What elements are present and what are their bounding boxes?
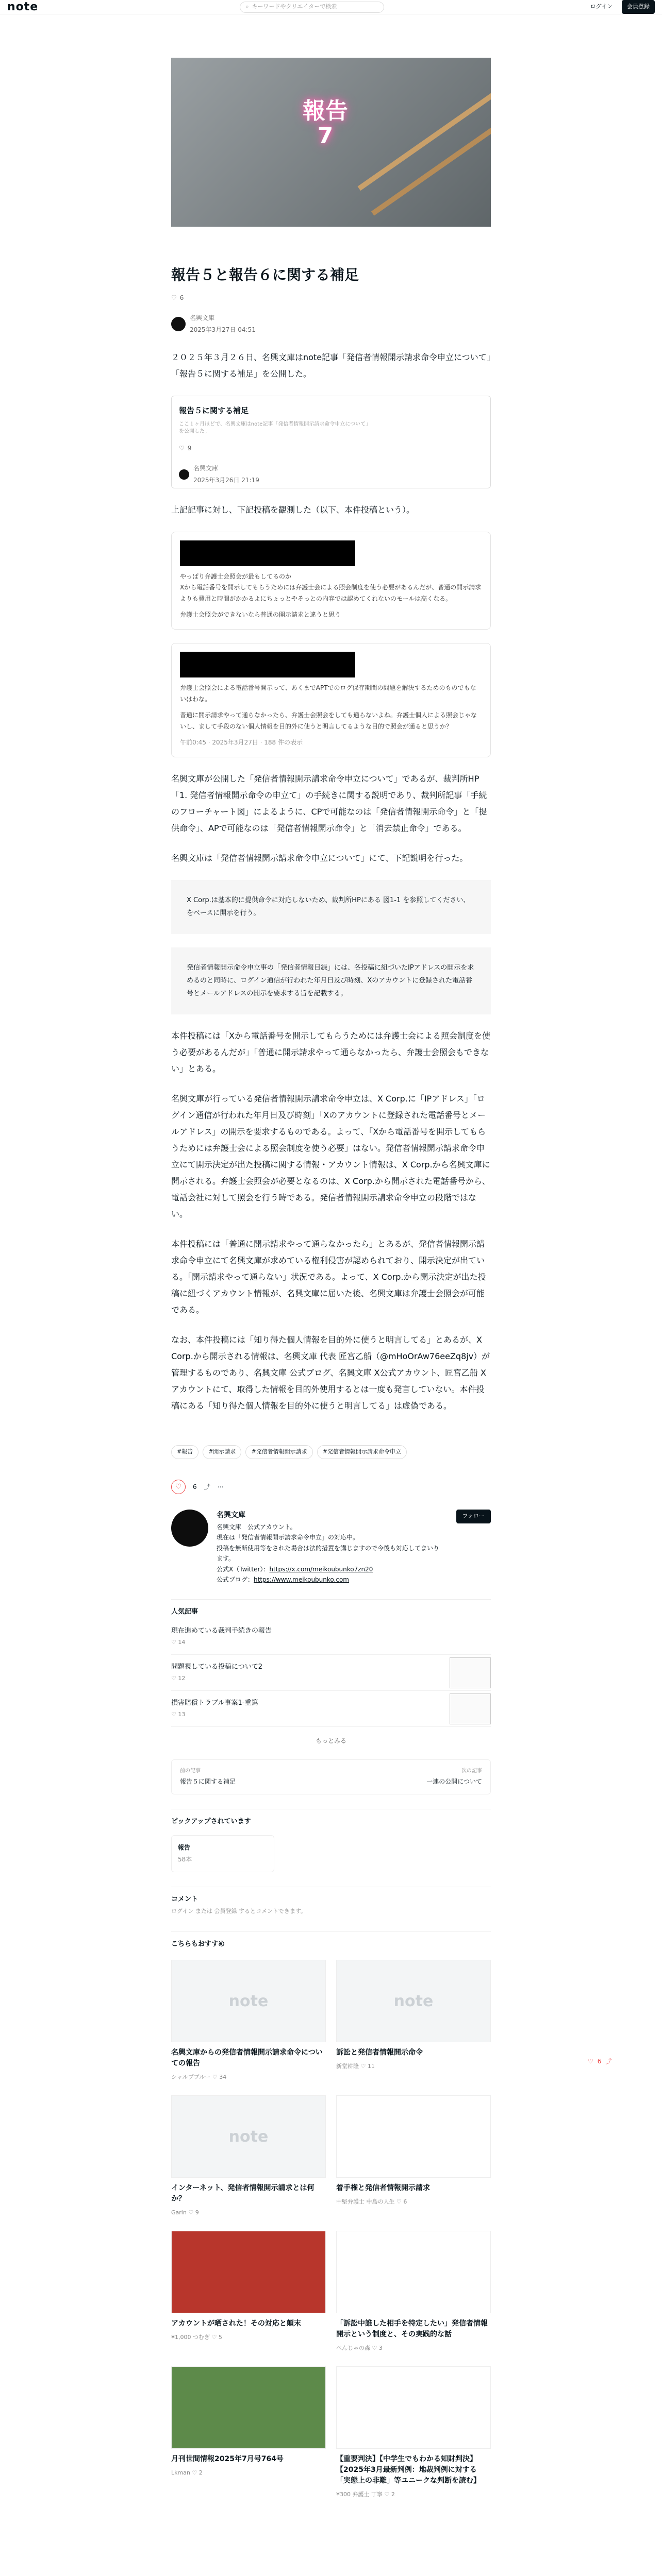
article-column: [171, 58, 491, 2500]
search-input[interactable]: ⌕ キーワードやクリエイターで検索: [240, 2, 384, 13]
article-title: 報告５と報告６に関する補足: [171, 266, 359, 283]
para-5: 名興文庫が行っている発信者情報開示請求命令申立は、X Corp.に「IPアドレス」「ログイン通信が行われた年月日及び時刻」「Xのアカウントに登録された電話番号とメールアドレス」の開示を要求するものである。よって、「Xから電話番号を開示してもらうためには弁護士会による照会制度を使う必要」はない。発信者情報開示請求命令申立にて開示決定が出た投稿に関する情報・アカウント情報は、X Corp.から名興文庫に開示される。弁護士会照会が必要となるのは、X Corp.から開示された電話番号から、電話会社に対して照会を行う時である。発信者情報開示請求命令申立の段階ではない。: [171, 1094, 490, 1219]
heart-icon: ♡: [588, 2058, 593, 2065]
profile-name[interactable]: 名興文庫: [217, 1511, 245, 1520]
list-item[interactable]: 損害賠償トラブル事案1-重篤 ♡ 13: [171, 1691, 491, 1727]
para-3: 名興文庫は「発信者情報開示請求命令申立について」にて、下記説明を行った。: [171, 853, 468, 863]
x-post-stamp: 午前0:45 · 2025年3月27日 · 188 件の表示: [180, 739, 303, 747]
prev-article[interactable]: 前の記事 報告５に関する補足: [180, 1768, 236, 1785]
para-7: なお、本件投稿には「知り得た個人情報を目的外に使うと明言してる」とあるが、X Corp.から開示される情報は、名興文庫 代表 匠宮乙船（@mHoOrAw76eeZq8jv）が管理するものであり、名興文庫 公式ブログ、名興文庫 X公式アカウント、匠宮乙船 Xアカウントにて、取得した情報を目的外使用するとは一度も発言していない。本件投稿にある「知り得た個人情報を目的外に使うと明言してる」は虚偽である。: [171, 1335, 490, 1411]
blog-link[interactable]: https://www.meikoubunko.com: [254, 1576, 349, 1583]
top-header: [0, 0, 662, 14]
more-icon[interactable]: ⋯: [217, 1483, 224, 1490]
avatar[interactable]: [171, 1510, 208, 1547]
like-count[interactable]: ♡ 6: [171, 292, 491, 304]
recommend-card[interactable]: 月刊世間情報2025年7月号764号 Lkman ♡ 2: [171, 2366, 326, 2500]
recommend-card[interactable]: note 名興文庫からの発信者情報開示請求命令についての報告 シャルプブルー ♡ 34: [171, 1960, 326, 2083]
recommend-grid: [171, 1960, 491, 2500]
quote-block-1: X Corp.は基本的に提供命令に対応しないため、裁判所HPにある 図1-1 を参照してください、をベースに開示を行う。: [171, 880, 491, 934]
author-profile: 名興文庫 名興文庫 公式アカウント。 現在は「発信者情報開示請求命令申立」の対応中。 投稿を無断使用等をされた場合は法的措置を講じますので今後も対応してまいります。 公式X（Twitter）：https://x.com/meikoubunko7zn20 公式ブログ：https://www.meikoubunko.com フォロー: [171, 1510, 491, 1585]
search-icon: ⌕: [245, 3, 249, 10]
heart-icon: ♡: [179, 445, 185, 452]
header-actions: [586, 0, 655, 14]
embed-excerpt: ここ１ヶ月ほどで、名興文庫はnote記事「発信者情報開示請求命令申立について」を公開した。: [179, 421, 371, 435]
list-item[interactable]: 問題視している投稿について2 ♡ 12: [171, 1655, 491, 1691]
recommend-card[interactable]: アカウントが晒された！その対応と顛末 ¥1,000 つむぎ ♡ 5: [171, 2231, 326, 2354]
embed-title: 報告５に関する補足: [179, 405, 249, 415]
quote-block-2: 発信者情報開示命令申立事の「発信者情報目録」には、各投稿に紐づいたIPアドレスの開示を求めるのと同時に、ログイン通信が行われた年月日及び時刻、Xのアカウントに登録された電話番号とメールアドレスの開示を要求する旨を記載する。: [171, 947, 491, 1014]
avatar[interactable]: [171, 317, 186, 331]
pickup-heading: ピックアップされています: [171, 1809, 491, 1828]
article-actions: [171, 1480, 491, 1494]
x-post-1[interactable]: やっぱり弁護士会照会が最もしてるのか Xから電話番号を開示してもらうためには弁護士会による照会制度を使う必要があるんだが、普通の開示請求よりも費用と時間がかかるよにちょっとやそっとの内容では認めてくれないのモールは高くなる。 弁護士会照会ができないなら普通の開示請求と違うと思う: [171, 532, 491, 630]
recommend-card[interactable]: note インターネット、発信者情報開示請求とは何か？ Garin ♡ 9: [171, 2095, 326, 2218]
tag[interactable]: #開示請求: [203, 1445, 241, 1459]
embed-meta: 名興文庫 2025年3月26日 21:19: [179, 463, 483, 486]
floating-like[interactable]: ♡ 6 ⤴: [588, 2056, 611, 2067]
recommend-card[interactable]: 着手権と発信者情報開示請求 中堅弁護士 中島の人生 ♡ 6: [336, 2095, 491, 2218]
note-logo[interactable]: note: [7, 0, 39, 13]
list-item[interactable]: 現在進めている裁判手続きの報告 ♡ 14: [171, 1619, 491, 1655]
like-button[interactable]: ♡: [171, 1480, 186, 1494]
prev-next-nav: [171, 1759, 491, 1794]
eyecatch-image: [171, 58, 491, 227]
more-link[interactable]: もっとみる: [315, 1737, 346, 1745]
thumbnail: [336, 2095, 491, 2178]
tag[interactable]: #発信者情報開示請求: [245, 1445, 312, 1459]
tag[interactable]: #報告: [171, 1445, 198, 1459]
thumbnail: [450, 1657, 491, 1688]
heart-icon: ♡: [171, 294, 177, 302]
follow-button[interactable]: フォロー: [456, 1510, 491, 1523]
para-4: 本件投稿には「Xから電話番号を開示してもらうためには弁護士会による照会制度を使う必要があるんだが」「普通に開示請求やって通らなかったら、弁護士会照会もできない」とある。: [171, 1031, 490, 1074]
share-icon: ⤴: [605, 2058, 612, 2065]
embed-likes: ♡ 9: [179, 443, 483, 454]
login-button[interactable]: ログイン: [590, 3, 613, 10]
thumbnail: [171, 2231, 326, 2313]
tag-list: [171, 1445, 491, 1459]
x-link[interactable]: https://x.com/meikoubunko7zn20: [269, 1565, 373, 1573]
tag[interactable]: #発信者情報開示請求命令申立: [317, 1445, 407, 1459]
para-6: 本件投稿には「普通に開示請求やって通らなかったら」とあるが、発信者情報開示請求命令申立にて名興文庫が求めている権利侵害が認められており、開示決定が出ている。「開示請求やって通らない」状況である。よって、X Corp.から開示決定が出た投稿に紐づくアカウント情報が、名興文庫に届いた後、名興文庫は弁護士会照会が可能である。: [171, 1239, 486, 1315]
thumbnail: note: [171, 2095, 326, 2178]
thumbnail: [171, 2366, 326, 2449]
post-date: 2025年3月27日 04:51: [190, 326, 256, 333]
author-meta: [171, 312, 491, 336]
profile-desc: 名興文庫 公式アカウント。 現在は「発信者情報開示請求命令申立」の対応中。 投稿を無断使用等をされた場合は法的措置を講じますので今後も対応してまいります。: [217, 1523, 440, 1563]
share-icon[interactable]: ⤴: [204, 1483, 210, 1490]
intro-text: ２０２５年３月２６日、名興文庫はnote記事「発信者情報開示請求命令申立について」「報告５に関する補足」を公開した。: [171, 352, 491, 379]
para-1: 上記記事に対し、下記投稿を観測した（以下、本件投稿という）。: [171, 504, 415, 515]
next-article[interactable]: 次の記事 一連の公開について: [426, 1768, 482, 1785]
redacted-bar: [180, 540, 355, 566]
recommend-card[interactable]: note 訴訟と発信者情報開示命令 新堂耕隆 ♡ 11: [336, 1960, 491, 2083]
join-button[interactable]: 会員登録: [622, 0, 655, 14]
x-post-2[interactable]: 弁護士会照会による電話番号開示って、あくまでAPTでのログ保存期間の問題を解決するためのものでもないはわな。 普通に開示請求やって通らなかったら、弁護士会照会をしても通らないよね。弁護士個人による照会じゃないし、まして手段のない個人情報を目的外に使うと明言してるような目的で照会が通ると思うか？ 午前0:45 · 2025年3月27日 · 188 件の表示: [171, 643, 491, 757]
comment-heading: コメント: [171, 1887, 491, 1906]
para-2: 名興文庫が公開した「発信者情報開示請求命令申立について」であるが、裁判所HP「1. 発信者情報開示命令の申立て」の手続きに関する説明であり、裁判所記事「手続のフローチャート図」によるように、CPで可能なのは「発信者情報開示命令」と「提供命令」、APで可能なのは「発信者情報開示命令」と「消去禁止命令」である。: [171, 773, 487, 833]
embedded-note-card[interactable]: [171, 396, 491, 488]
recommend-card[interactable]: 【重要判決】【中学生でもわかる知財判決】【2025年3月最新判例：地裁判例に対する「実態上の非難」等ユニークな判断を読む】 ¥300 弁護士 丁寧 ♡ 2: [336, 2366, 491, 2500]
thumbnail: [336, 2231, 491, 2313]
redacted-bar: [180, 652, 355, 677]
thumbnail: [450, 1693, 491, 1724]
eyecatch-badge: 報告 7: [303, 98, 348, 149]
thumbnail: note: [336, 1960, 491, 2042]
recommend-card[interactable]: 「訴訟中誰した相手を特定したい」発信者情報開示という制度と、その実践的な話 ぺんじゃの森 ♡ 3: [336, 2231, 491, 2354]
recommend-heading: こちらもおすすめ: [171, 1931, 491, 1951]
like-count: 6: [193, 1483, 197, 1490]
popular-heading: 人気記事: [171, 1599, 491, 1619]
comment-text: ログイン または 会員登録 するとコメントできます。: [171, 1907, 307, 1914]
avatar: [179, 469, 189, 480]
author-name[interactable]: 名興文庫: [190, 314, 215, 321]
thumbnail: note: [171, 1960, 326, 2042]
thumbnail: [336, 2366, 491, 2449]
pickup-card[interactable]: 報告 58本: [171, 1835, 274, 1872]
